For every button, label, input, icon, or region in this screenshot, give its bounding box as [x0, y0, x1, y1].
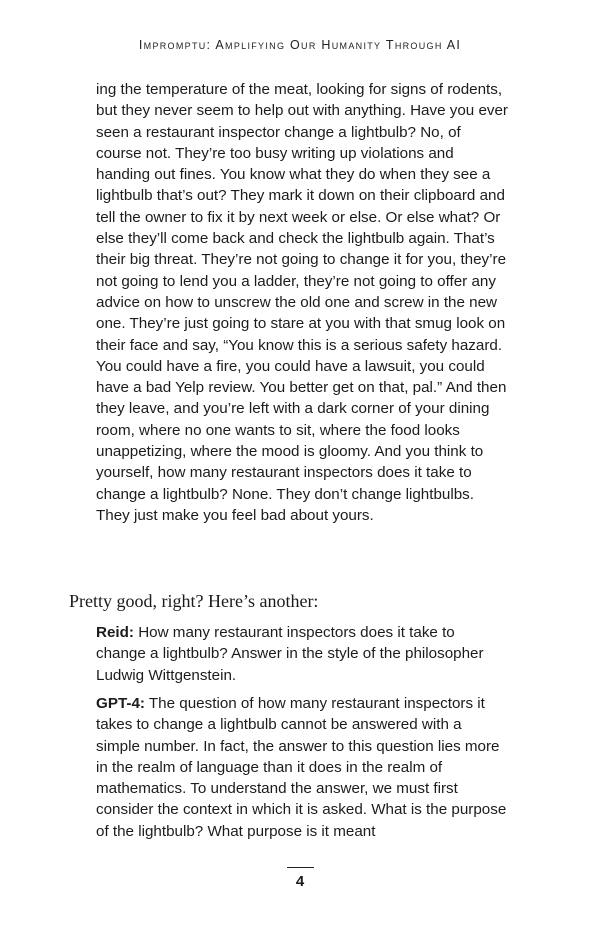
footer-rule [287, 867, 314, 868]
quoted-response-text [96, 79, 508, 526]
body-paragraph: Pretty good, right? Here’s another: [69, 591, 319, 611]
reid-prompt [96, 622, 508, 686]
reid-prompt-paragraph [96, 622, 508, 686]
reid-prompt-text: How many restaurant inspectors does it take to change a lightbulb? Answer in the style of the philosopher Ludwig Wittgenstein. [96, 624, 484, 684]
speaker-label-reid: Reid: [96, 624, 134, 641]
gpt-response-paragraph [96, 693, 508, 842]
running-header: Impromptu: Amplifying Our Humanity Through AI [138, 38, 462, 52]
quote-paragraph: ing the temperature of the meat, looking for signs of rodents, but they never seem to help out with anything. Have you ever seen a restaurant inspector change a lightbulb? No, of course not. They’re too busy writing up violations and handing out fines. You know what they do when they see a lightbulb that’s out? They mark it down on their clipboard and tell the owner to fix it by next week or else. Or else what? Or else they’ll come back and check the lightbulb again. That’s their big threat. They’re not going to change it for you, they’re not going to lend you a ladder, they’re not going to offer any advice on how to unscrew the old one and screw in the new one. They’re just going to stare at you with that smug look on their face and say, “You know this is a serious safety hazard. You could have a fire, you could have a lawsuit, you could have a bad Yelp review. You better get on that, pal.” And then they leave, and you’re left with a dark corner of your dining room, where no one wants to sit, where the food looks unappetizing, where the mood is gloomy. And you think to yourself, how many restaurant inspectors does it take to change a lightbulb? None. They don’t change lightbulbs. They just make you feel bad about yours. [96, 81, 508, 524]
speaker-label-gpt: GPT-4: [96, 695, 145, 712]
gpt-response-text: The question of how many restaurant inspectors it takes to change a lightbulb cannot be answered with a simple number. In fact, the answer to this question lies more in the realm of language than it does in the realm of mathematics. To understand the answer, we must first consider the context in which it is asked. What is the purpose of the lightbulb? What purpose is it meant [96, 695, 507, 840]
page-number: 4 [295, 873, 305, 890]
gpt-response [96, 693, 508, 842]
